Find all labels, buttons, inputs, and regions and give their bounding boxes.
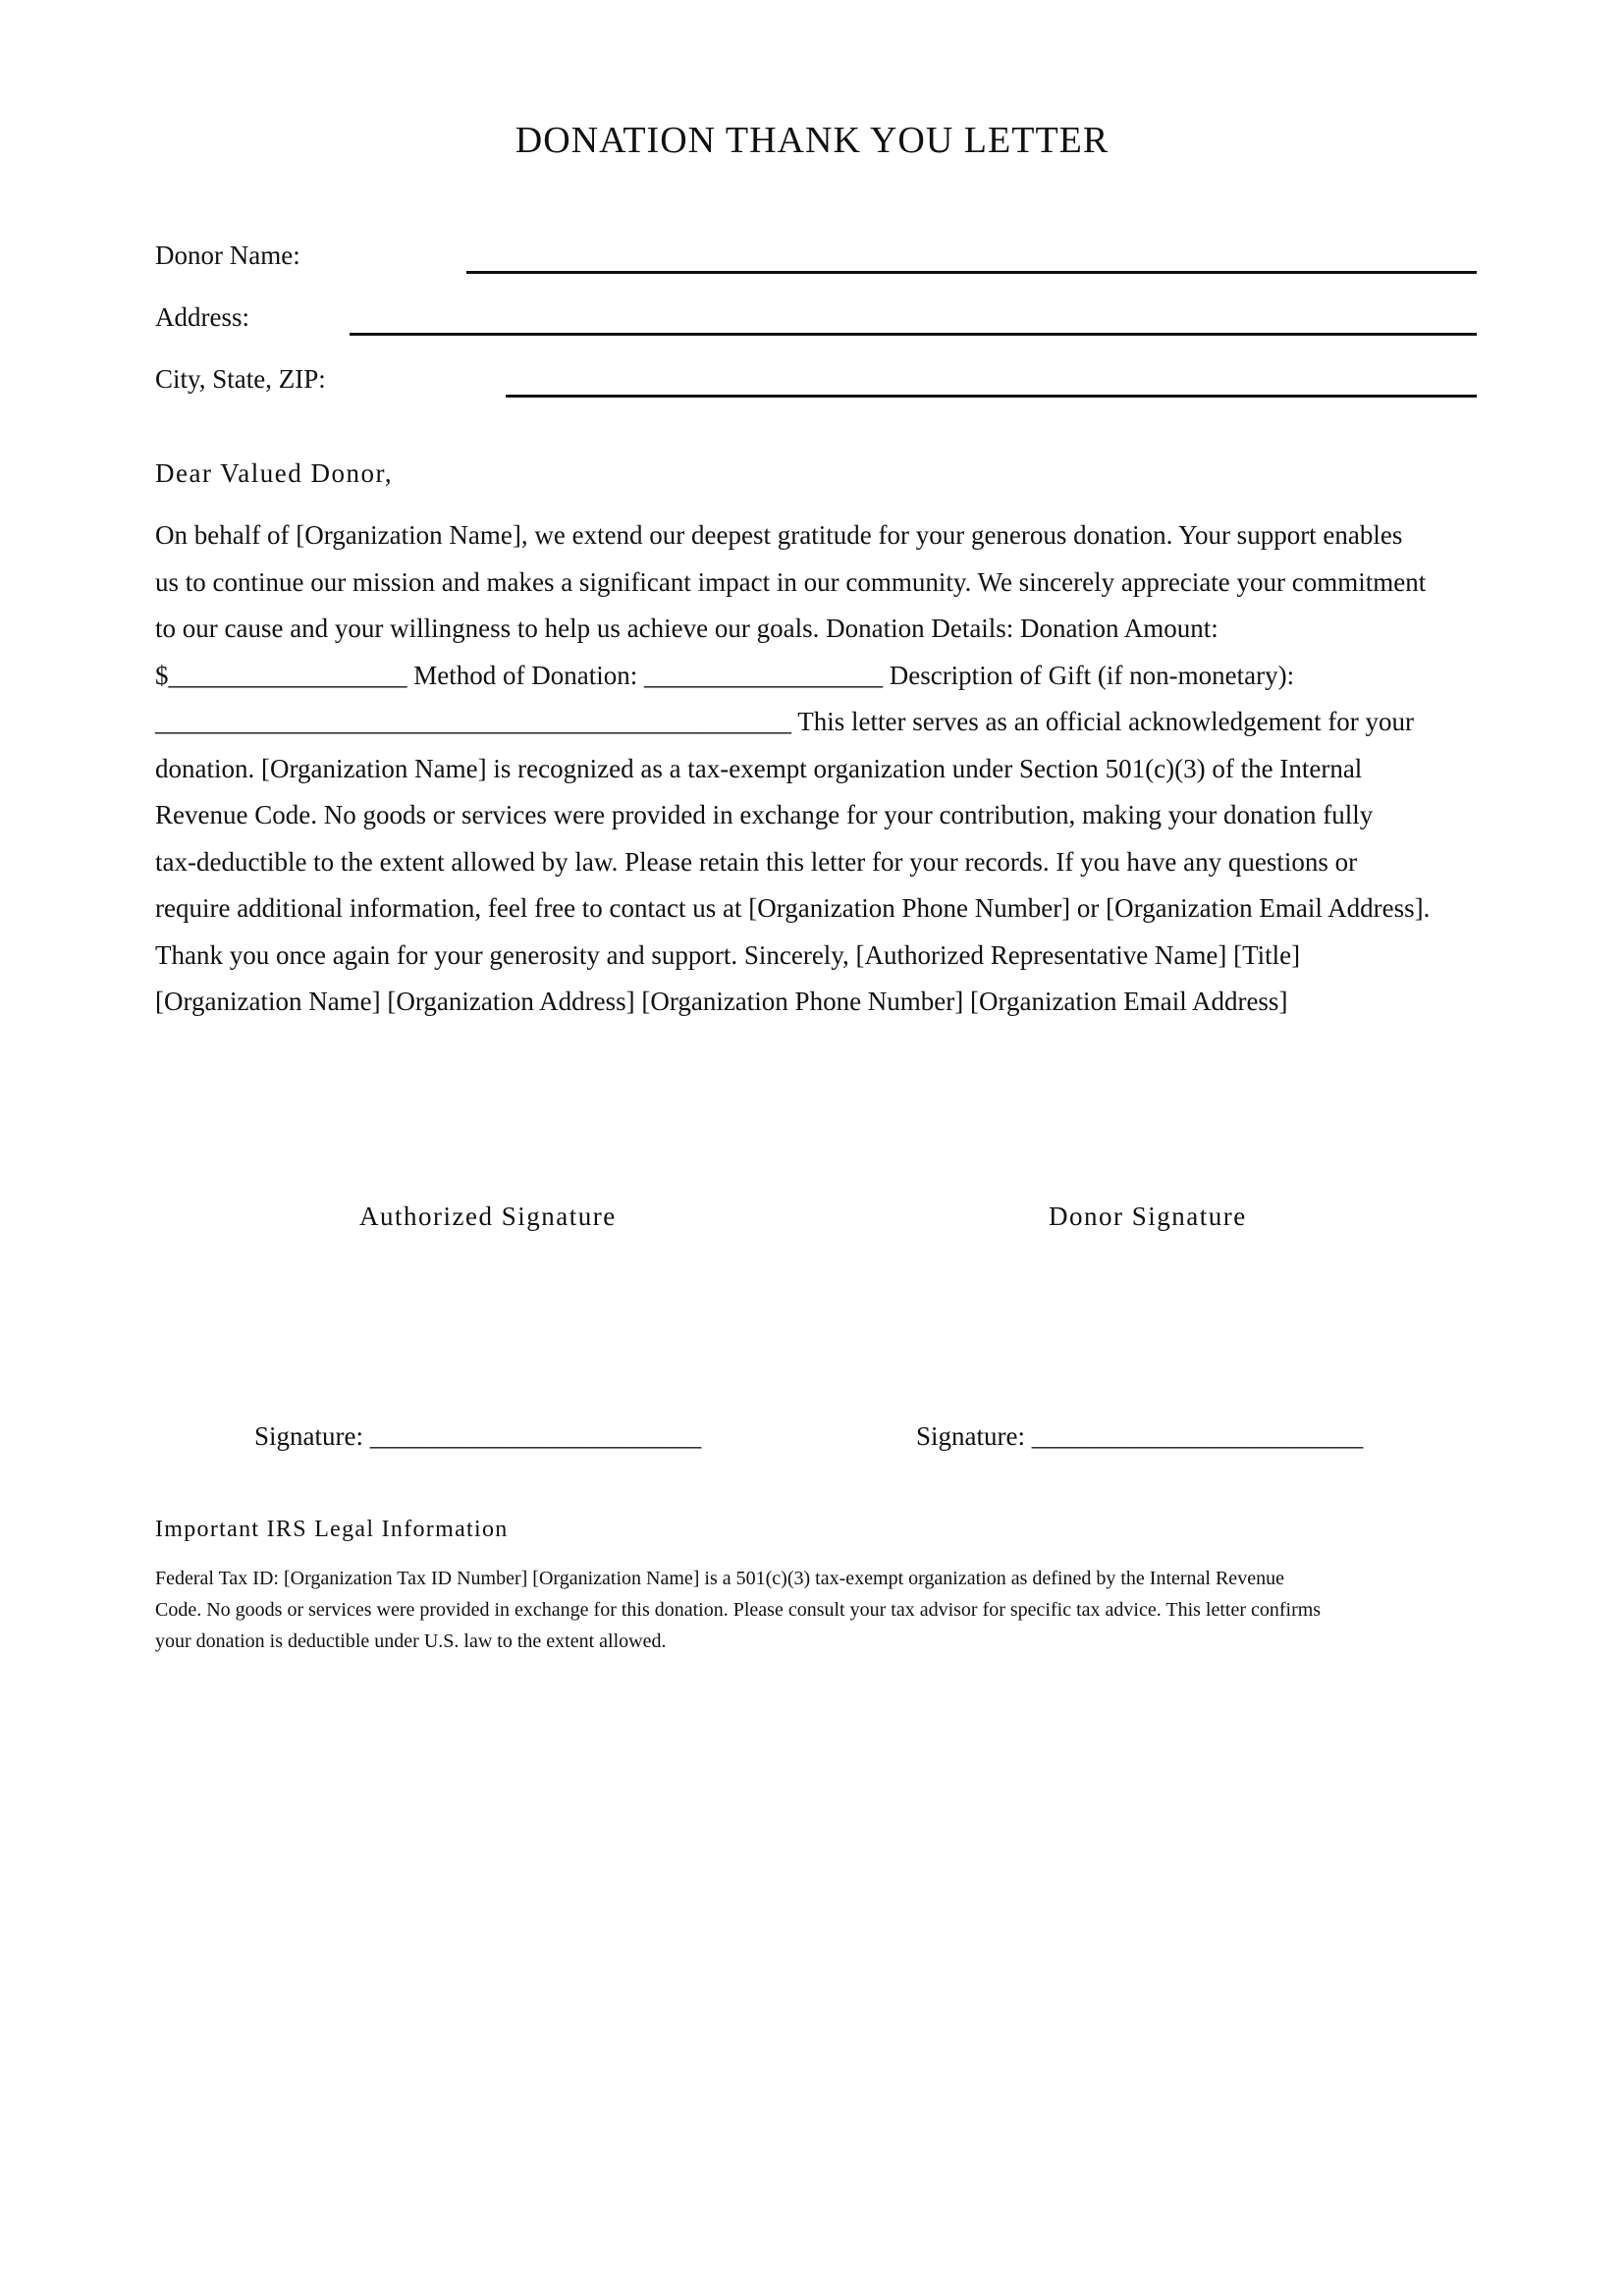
- letter-body: On behalf of [Organization Name], we extend our deepest gratitude for your generous donation. Your support enables us to continue our mission and makes a significant impact in our community. We sincerely appreciate your commitment to our cause and your willingness to help us achieve our goals. Donation Details: Donation Amount: $__________________ Method of Donation: __________________ Description of Gift (if non-monetary): ________________________________________________ This letter serves as an official acknowledgement for your donation. [Organization Name] is recognized as a tax-exempt organization under Section 501(c)(3) of the Internal Revenue Code. No goods or services were provided in exchange for your contribution, making your donation fully tax-deductible to the extent allowed by law. Please retain this letter for your records. If you have any questions or require additional information, feel free to contact us at [Organization Phone Number] or [Organization Email Address]. Thank you once again for your generosity and support. Sincerely, [Authorized Representative Name] [Title] [Organization Name] [Organization Address] [Organization Phone Number] [Organization Email Address]: [155, 520, 1431, 1016]
- city-state-zip-field: [155, 362, 1477, 401]
- city-state-zip-line[interactable]: [506, 395, 1477, 398]
- address-label: Address:: [155, 302, 249, 332]
- city-state-zip-label: City, State, ZIP:: [155, 364, 326, 394]
- address-line[interactable]: [350, 333, 1477, 336]
- donor-name-label: Donor Name:: [155, 240, 300, 270]
- donor-name-field: [155, 239, 1477, 278]
- irs-legal-text: Federal Tax ID: [Organization Tax ID Number] [Organization Name] is a 501(c)(3) tax-exempt organization as defined by the Internal Revenue Code. No goods or services were provided in exchange for this donation. Please consult your tax advisor for specific tax advice. This letter confirms your donation is deductible under U.S. law to the extent allowed.: [155, 1568, 1322, 1652]
- irs-heading: Important IRS Legal Information: [155, 1517, 509, 1542]
- donor-name-line[interactable]: [466, 271, 1477, 274]
- authorized-signature-line[interactable]: Signature: _________________________: [254, 1421, 702, 1451]
- salutation: Dear Valued Donor,: [155, 458, 394, 488]
- donor-signature-line[interactable]: Signature: _________________________: [916, 1421, 1364, 1451]
- authorized-signature-label: Authorized Signature: [359, 1201, 617, 1231]
- document-title: DONATION THANK YOU LETTER: [514, 120, 1110, 161]
- donor-signature-label: Donor Signature: [1049, 1201, 1247, 1231]
- address-field: [155, 300, 1477, 340]
